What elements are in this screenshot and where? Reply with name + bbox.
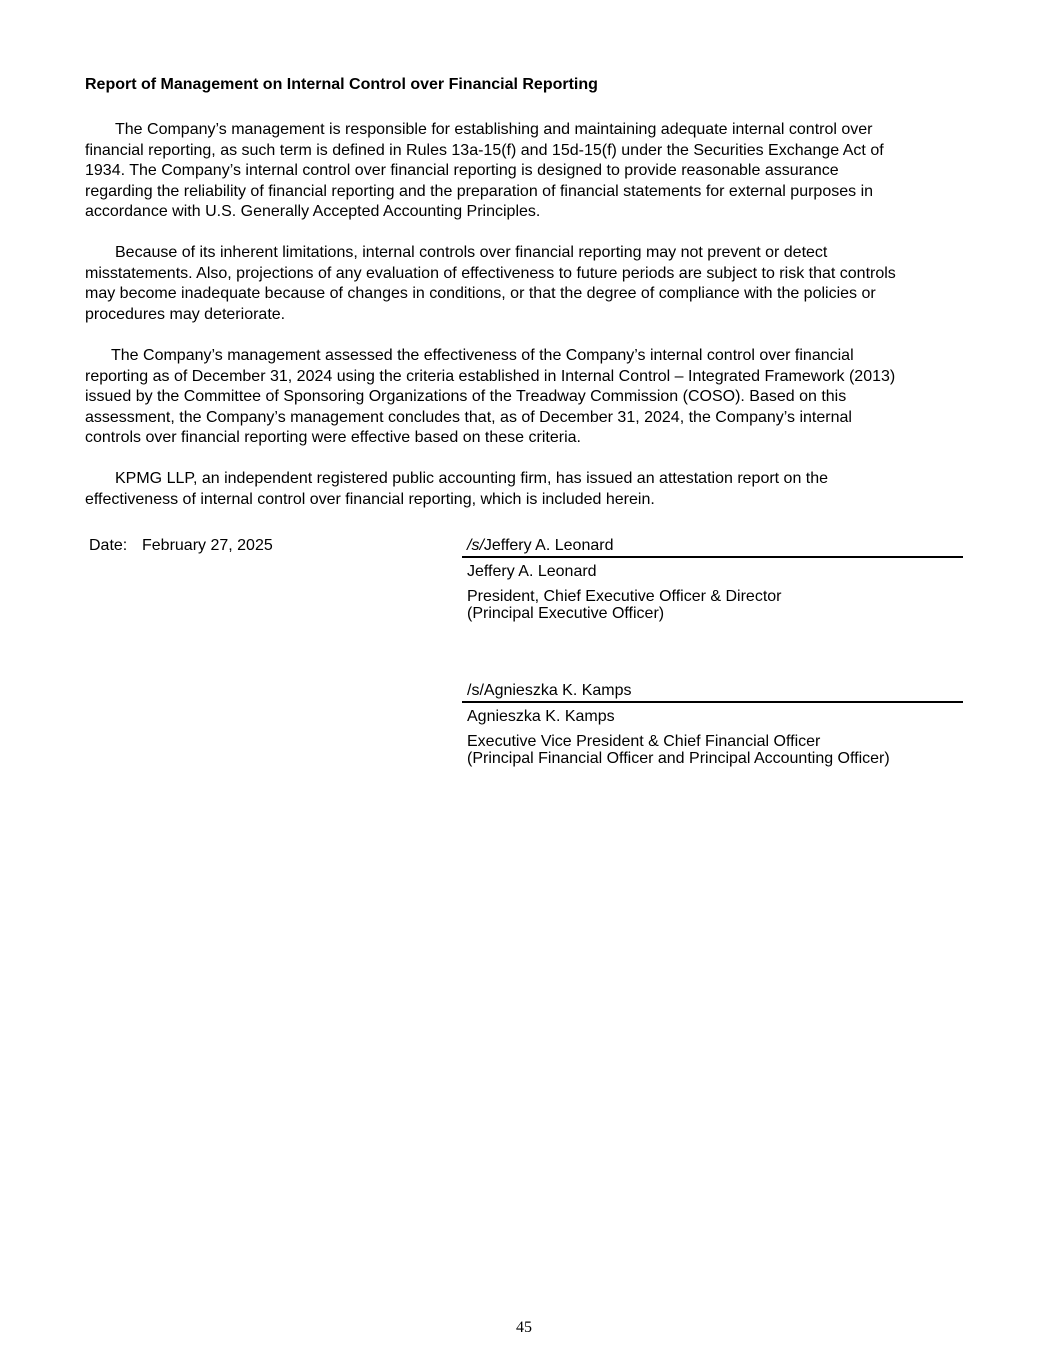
text-line: Because of its inherent limitations, internal controls over financial reporting may not prevent or detect [115, 244, 828, 261]
signer-name: Agnieszka K. Kamps [467, 708, 615, 725]
text-line: effectiveness of internal control over financial reporting, which is included herein. [85, 490, 655, 508]
text-line: misstatements. Also, projections of any evaluation of effectiveness to future periods are subject to risk that controls [85, 264, 896, 282]
text-line: regarding the reliability of financial reporting and the preparation of financial statements for external purposes in [85, 182, 874, 200]
signature-line [462, 681, 963, 703]
paragraph-responsibility [85, 120, 965, 223]
signature-block-cfo [462, 681, 963, 767]
text-line: The Company’s management assessed the effectiveness of the Company’s internal control over financial [111, 347, 854, 364]
paragraph-assessment [85, 346, 965, 449]
signer-role-line: (Principal Executive Officer) [467, 605, 665, 622]
page-number: 45 [516, 1319, 532, 1336]
signed-name: Jeffery A. Leonard [483, 537, 614, 554]
signer-name: Jeffery A. Leonard [467, 563, 597, 580]
text-line: financial reporting, as such term is defined in Rules 13a-15(f) and 15d-15(f) under the Securities Exchange Act of [85, 141, 884, 159]
text-line: controls over financial reporting were effective based on these criteria. [85, 429, 581, 446]
signature-block-ceo [462, 536, 963, 622]
text-line: The Company’s management is responsible for establishing and maintaining adequate internal control over [115, 121, 873, 138]
paragraph-limitations [85, 243, 965, 325]
text-line: reporting as of December 31, 2024 using the criteria established in Internal Control – Integrated Framework (2013) [85, 367, 896, 385]
date-row [89, 536, 273, 556]
signer-role-line: (Principal Financial Officer and Principal Accounting Officer) [467, 750, 890, 767]
date-value: February 27, 2025 [142, 537, 273, 554]
text-line: accordance with U.S. Generally Accepted Accounting Principles. [85, 203, 541, 220]
text-line: assessment, the Company’s management concludes that, as of December 31, 2024, the Company’s internal [85, 408, 852, 426]
text-line: KPMG LLP, an independent registered public accounting firm, has issued an attestation report on the [115, 470, 829, 487]
signer-title-line: Executive Vice President & Chief Financial Officer [467, 733, 821, 750]
signed-name: Agnieszka K. Kamps [483, 682, 632, 699]
paragraph-attestation [85, 469, 965, 510]
date-label: Date: [89, 537, 128, 554]
signature-slash: /s/ [467, 682, 484, 699]
signer-title [462, 588, 963, 622]
text-line: procedures may deteriorate. [85, 305, 286, 323]
text-line: issued by the Committee of Sponsoring Organizations of the Treadway Commission (COSO). Based on this [85, 388, 847, 405]
report-heading: Report of Management on Internal Control over Financial Reporting [85, 76, 598, 93]
text-line: may become inadequate because of changes in conditions, or that the degree of compliance with the policies or [85, 285, 876, 302]
signer-title-line: President, Chief Executive Officer & Director [467, 588, 782, 605]
signature-line [462, 536, 963, 558]
signer-title [462, 733, 963, 767]
signature-slash: /s/ [467, 537, 484, 554]
text-line: 1934. The Company’s internal control over financial reporting is designed to provide reasonable assurance [85, 162, 839, 179]
